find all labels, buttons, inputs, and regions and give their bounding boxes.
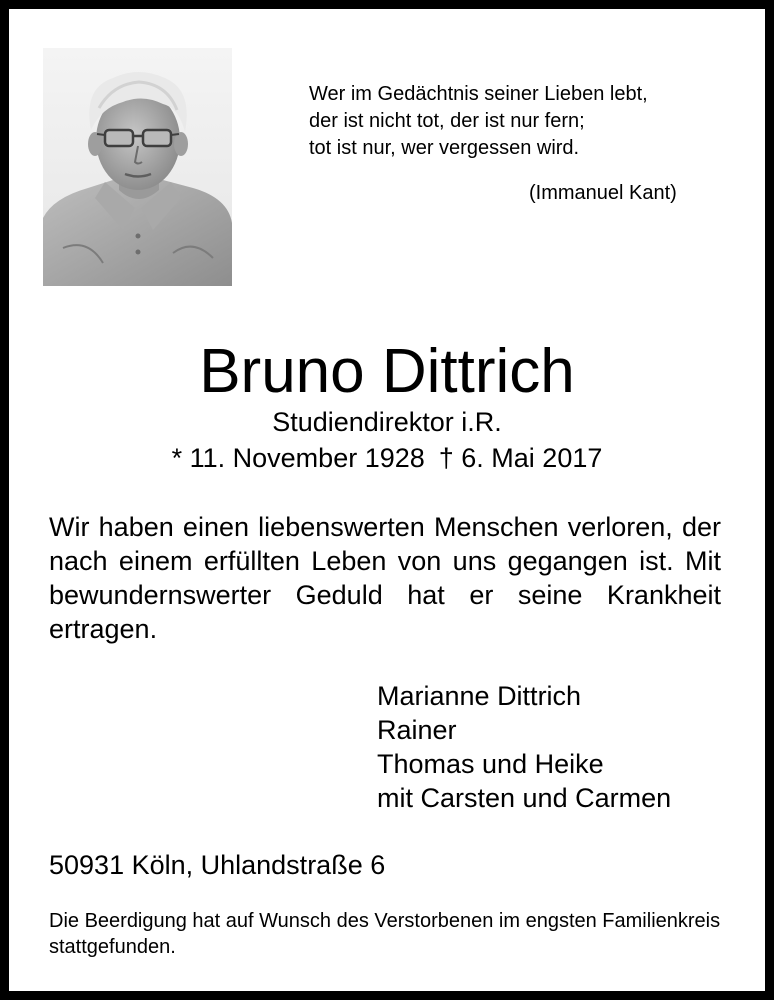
portrait-photo bbox=[43, 48, 232, 286]
signatory: Marianne Dittrich bbox=[377, 681, 582, 711]
signatory: Rainer bbox=[377, 715, 457, 745]
quote-line: der ist nicht tot, der ist nur fern; bbox=[309, 110, 585, 132]
signatories bbox=[377, 679, 671, 815]
deceased-name: Bruno Dittrich bbox=[199, 337, 575, 406]
life-dates bbox=[9, 440, 765, 476]
signatory: Thomas und Heike bbox=[377, 749, 604, 779]
death-date: † 6. Mai 2017 bbox=[438, 443, 603, 473]
birth-date: * 11. November 1928 bbox=[171, 443, 425, 473]
quote-line: Wer im Gedächtnis seiner Lieben lebt, bbox=[309, 83, 648, 105]
quote-author: (Immanuel Kant) bbox=[529, 182, 677, 204]
quote-line: tot ist nur, wer vergessen wird. bbox=[309, 137, 580, 159]
family-address: 50931 Köln, Uhlandstraße 6 bbox=[49, 850, 386, 880]
memorial-quote bbox=[309, 81, 729, 204]
signatory: mit Carsten und Carmen bbox=[377, 783, 672, 813]
mourning-message: Wir haben einen liebenswerten Menschen verloren, der nach einem erfüllten Leben von uns gegangen ist. Mit bewundernswerter Geduld hat er seine Krankheit ertragen. bbox=[49, 512, 721, 644]
funeral-note: Die Beerdigung hat auf Wunsch des Verstorbenen im engsten Familienkreis stattgefunden. bbox=[49, 910, 721, 958]
deceased-title: Studiendirektor i.R. bbox=[272, 407, 502, 437]
